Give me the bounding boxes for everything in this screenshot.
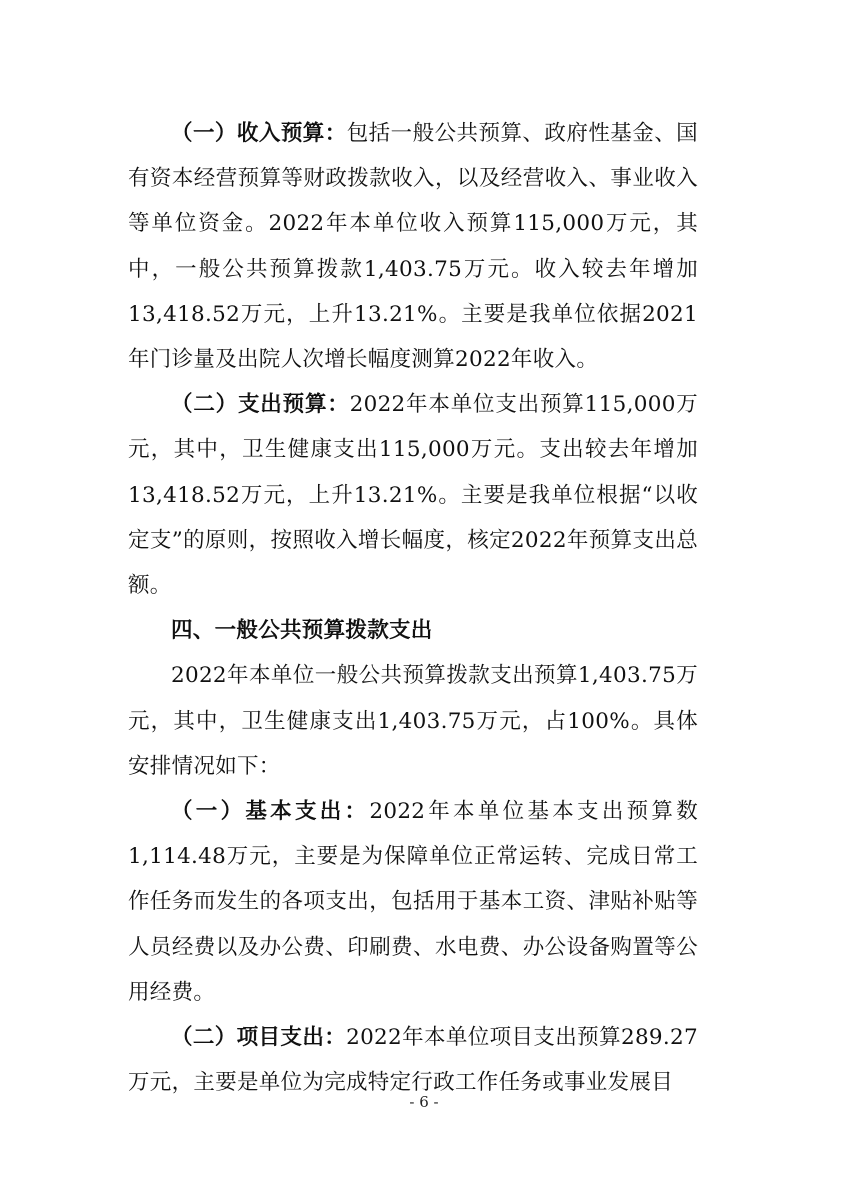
basic-expense-label: （一）基本支出： [171, 799, 370, 825]
basic-expense-paragraph [128, 789, 698, 1015]
income-budget-label: （一）收入预算： [171, 121, 347, 146]
page-number: - 6 - [409, 1093, 439, 1111]
expense-budget-label: （二）支出预算： [171, 392, 350, 418]
section-four-intro: 2022年本单位一般公共预算拨款支出预算1,403.75万元，其中，卫生健康支出1,403.75万元，占100%。具体安排情况如下： [128, 663, 698, 779]
basic-expense-text: 2022年本单位基本支出预算数1,114.48万元，主要是为保障单位正常运转、完成日常工作任务而发生的各项支出，包括用于基本工资、津贴补贴等人员经费以及办公费、印刷费、水电费、办公设备购置等公用经费。 [128, 799, 699, 1005]
expense-budget-text: 2022年本单位支出预算115,000万元，其中，卫生健康支出115,000万元。支出较去年增加13,418.52万元，上升13.21%。主要是我单位根据“以收定支”的原则，按照收入增长幅度，核定2022年预算支出总额。 [128, 392, 698, 599]
project-expense-label: （二）项目支出： [171, 1025, 347, 1051]
body-text [128, 111, 698, 1105]
income-budget-paragraph [128, 111, 698, 382]
income-budget-text: 包括一般公共预算、政府性基金、国有资本经营预算等财政拨款收入，以及经营收入、事业收入等单位资金。2022年本单位收入预算115,000万元，其中，一般公共预算拨款1,403.75万元。收入较去年增加13,418.52万元，上升13.21%。主要是我单位依据2021年门诊量及出院人次增长幅度测算2022年收入。 [128, 121, 698, 373]
project-expense-paragraph [128, 1015, 698, 1105]
section-four-heading: 四、一般公共预算拨款支出 [171, 618, 433, 644]
expense-budget-paragraph [128, 382, 698, 608]
project-expense-text: 2022年本单位项目支出预算289.27万元，主要是单位为完成特定行政工作任务或事业发展目 [128, 1025, 698, 1096]
